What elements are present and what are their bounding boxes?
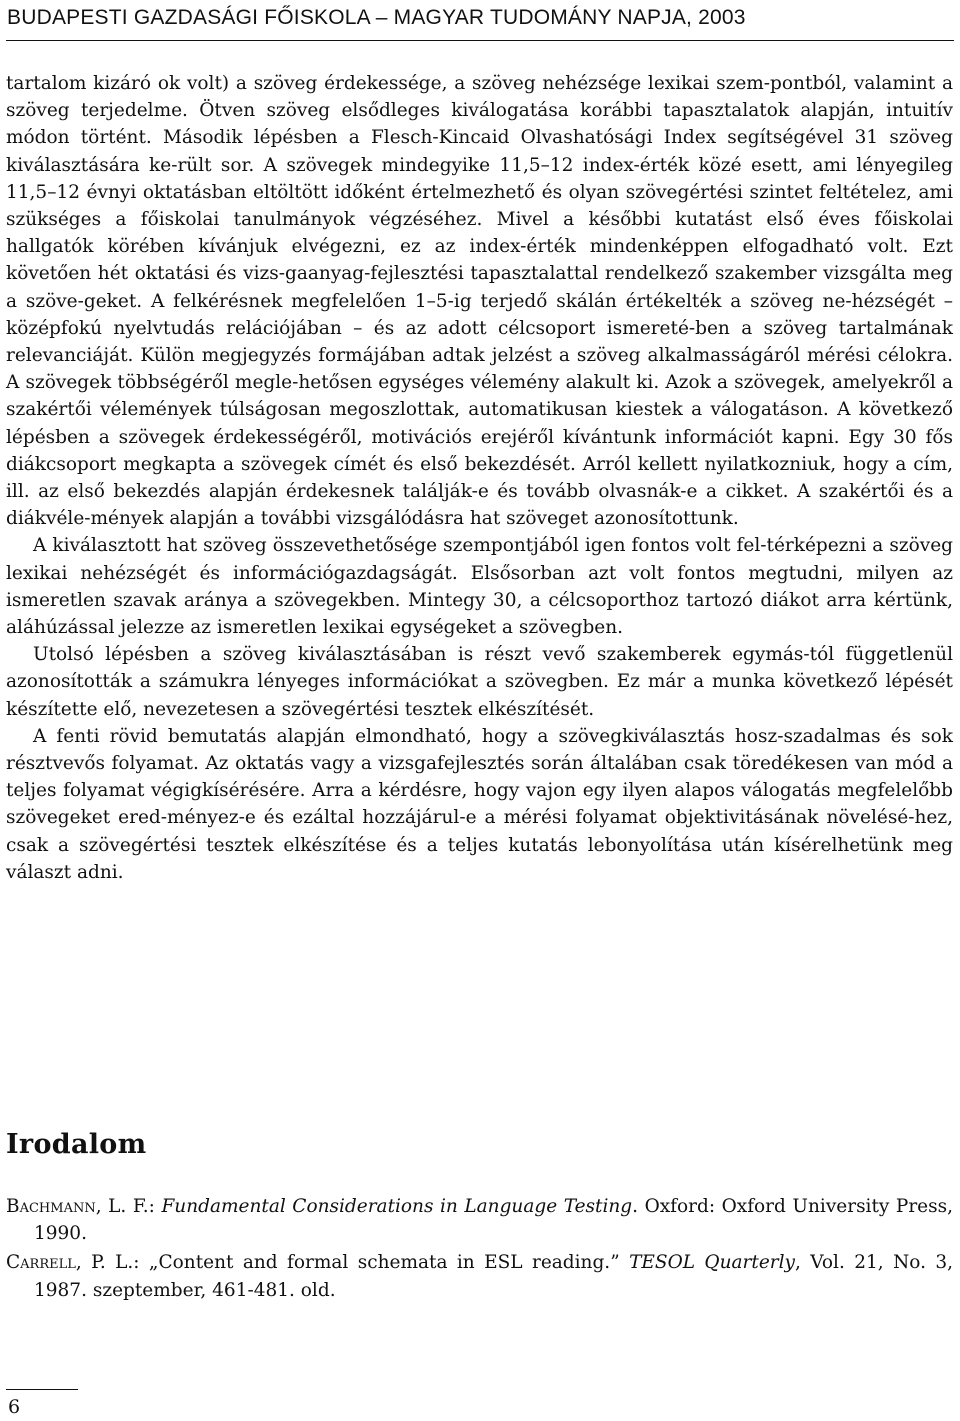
reference-article-title: „Content and formal schemata in ESL reading.” [148, 1252, 620, 1274]
reference-initials: , P. L.: [75, 1252, 149, 1274]
reference-list [6, 1193, 953, 1306]
reference-item [6, 1193, 953, 1247]
header-rule [6, 40, 954, 41]
references-heading: Irodalom [6, 1129, 147, 1160]
paragraph: A fenti rövid bemutatás alapján elmondható, hogy a szövegkiválasztás hosz-szadalmas és sok résztvevős folyamat. Az oktatás vagy a vizsgafejlesztés során általában csak töredékesen van mód a teljes folyamat végigkísérésére. Arra a kérdésre, hogy vajon egy ilyen alapos válogatás megfelelőbb szövegeket ered-ményez-e és ezáltal hozzájárul-e a mérési folyamat objektivitásának növelésé-hez, csak a szövegértési tesztek elkészítése és a teljes kutatás lebonyolítása után kísérelhetünk meg választ adni. [6, 725, 953, 883]
reference-author: Bachmann [6, 1196, 96, 1217]
reference-item [6, 1249, 953, 1303]
footer-rule [6, 1389, 78, 1390]
body-text [6, 70, 953, 886]
reference-initials: , L. F.: [95, 1196, 162, 1217]
page-number: 6 [8, 1396, 21, 1418]
paragraph: Utolsó lépésben a szöveg kiválasztásában is részt vevő szakemberek egymás-tól függetlenül azonosították a számukra lényeges információkat a szövegben. Ez már a munka következő lépését készítette elő, nevezetesen a szövegértési tesztek elkészítését. [6, 644, 953, 720]
reference-journal: TESOL Quarterly [629, 1252, 795, 1274]
reference-title: Fundamental Considerations in Language Testing [161, 1196, 633, 1217]
running-header: BUDAPESTI GAZDASÁGI FŐISKOLA – MAGYAR TUDOMÁNY NAPJA, 2003 [7, 6, 746, 29]
paragraph-continued: tartalom kizáró ok volt) a szöveg érdekessége, a szöveg nehézsége lexikai szem-pontból, valamint a szöveg terjedelme. Ötven szöveg elsődleges kiválogatása korábbi tapasztalatok alapján, intuitív módon történt. Második lépésben a Flesch-Kincaid Olvashatósági Index segítségével 31 szöveg kiválasztására ke-rült sor. A szövegek mindegyike 11,5–12 index-érték közé esett, ami lényegileg 11,5–12 évnyi oktatásban eltöltött időként értelmezhető és olyan szövegértési szintet feltételez, ami szükséges a főiskolai tanulmányok végzéséhez. Mivel a későbbi kutatást első éves főiskolai hallgatók körében kívánjuk elvégezni, ez az index-érték mindenképpen elfogadható volt. Ezt követően hét oktatási és vizs-gaanyag-fejlesztési tapasztalattal rendelkező szakember vizsgálta meg a szöve-geket. A felkérésnek megfelelően 1–5-ig terjedő skálán értékelték a szöveg ne-hézségét – középfokú nyelvtudás relációjában – és az adott célcsoport ismereté-ben a szöveg tartalmának relevanciáját. Külön megjegyzés formájában adtak jelzést a szöveg alkalmasságáról mérési célokra. A szövegek többségéről megle-hetősen egységes vélemény alakult ki. Azok a szövegek, amelyekről a szakértői vélemények túlságosan megoszlottak, automatikusan kiestek a válogatáson. A következő lépésben a szövegek érdekességéről, motivációs erejéről kívántunk információt kapni. Egy 30 fős diákcsoport megkapta a szövegek címét és első bekezdését. Arról kellett nyilatkozniuk, hogy a cím, ill. az első bekezdés alapján érdekesnek találják-e és tovább olvasnák-e a cikket. A szakértői és a diákvéle-mények alapján a további vizsgálódásra hat szöveget azonosítottunk. [6, 73, 953, 530]
reference-publication: . Oxford: Oxford University Press, 1990. [34, 1196, 954, 1245]
paragraph: A kiválasztott hat szöveg összevethetősége szempontjából igen fontos volt fel-térképezni a szöveg lexikai nehézségét és információgazdagságát. Elsősorban azt volt fontos megtudni, milyen az ismeretlen szavak aránya a szövegekben. Mintegy 30, a célcsoporthoz tartozó diákot arra kértünk, aláhúzással jelezze az ismeretlen lexikai egységeket a szövegben. [6, 535, 953, 639]
reference-publication: , Vol. 21, No. 3, 1987. szeptember, 461-481. old. [34, 1252, 953, 1301]
reference-author: Carrell [6, 1252, 76, 1274]
